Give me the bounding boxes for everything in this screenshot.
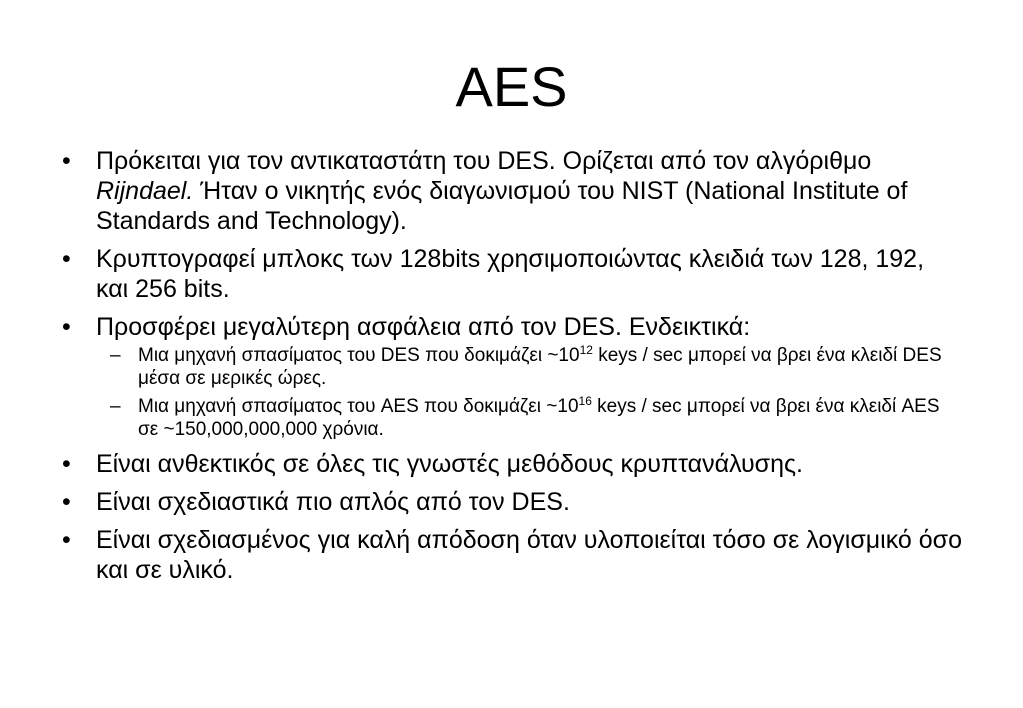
bullet-icon: •: [62, 313, 71, 341]
sub-bullet-text: Μια μηχανή σπασίματος του DES που δοκιμάζει ~10: [138, 345, 580, 366]
bullet-icon: •: [62, 245, 71, 273]
bullet-item: [62, 244, 962, 304]
bullet-text: Πρόκειται για τον αντικαταστάτη του DES. Ορίζεται από τον αλγόριθμο: [96, 147, 872, 175]
bullet-item: [62, 487, 962, 517]
slide-title: AES: [455, 55, 568, 118]
sub-bullet-item: [96, 395, 962, 441]
bullet-text: Κρυπτογραφεί μπλοκς των 128bits χρησιμοποιώντας κλειδιά των 128, 192, και 256 bits.: [96, 245, 925, 303]
bullet-text: Προσφέρει μεγαλύτερη ασφάλεια από τον DES. Ενδεικτικά:: [96, 313, 751, 341]
bullet-item: [62, 312, 962, 441]
sub-bullet-text: Μια μηχανή σπασίματος του AES που δοκιμάζει ~10: [138, 396, 579, 417]
bullet-text: Είναι σχεδιαστικά πιο απλός από τον DES.: [96, 488, 570, 516]
bullet-item: [62, 146, 962, 236]
dash-icon: –: [110, 345, 121, 366]
dash-icon: –: [110, 396, 121, 417]
bullet-icon: •: [62, 450, 71, 478]
bullet-text: Είναι ανθεκτικός σε όλες τις γνωστές μεθόδους κρυπτανάλυσης.: [96, 450, 803, 478]
bullet-icon: •: [62, 147, 71, 175]
exponent: 16: [578, 394, 592, 408]
bullet-icon: •: [62, 526, 71, 554]
sub-bullet-text: keys / sec μπορεί να βρει ένα κλειδί AES σε ~150,000,000,000 χρόνια.: [138, 396, 940, 440]
sub-bullet-text: keys / sec μπορεί να βρει ένα κλειδί DES μέσα σε μερικές ώρες.: [138, 345, 942, 389]
bullet-item: [62, 525, 962, 585]
sub-bullet-list: [96, 344, 962, 441]
bullet-text: Ήταν ο νικητής ενός διαγωνισμού του NIST (National Institute of Standards and Technology).: [96, 177, 908, 235]
sub-bullet-item: [96, 344, 962, 390]
exponent: 12: [579, 343, 593, 357]
bullet-text: Είναι σχεδιασμένος για καλή απόδοση όταν υλοποιείται τόσο σε λογισμικό όσο και σε υλικό.: [96, 526, 963, 584]
bullet-list: [62, 146, 962, 593]
bullet-icon: •: [62, 488, 71, 516]
bullet-text-italic: Rijndael.: [96, 177, 194, 205]
bullet-item: [62, 449, 962, 479]
